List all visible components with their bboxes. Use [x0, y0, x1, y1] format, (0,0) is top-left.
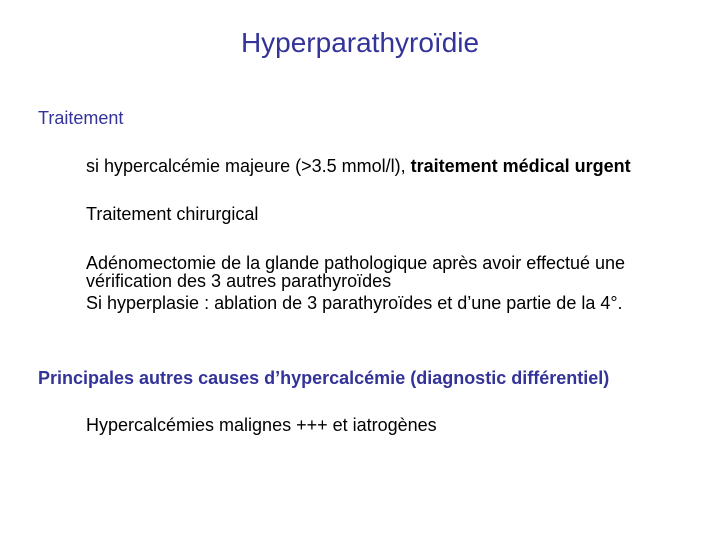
slide-title: Hyperparathyroïdie: [240, 27, 480, 58]
surgical-treatment-label: Traitement chirurgical: [86, 204, 259, 224]
section-heading-causes: Principales autres causes d’hypercalcémie (diagnostic différentiel): [38, 368, 610, 388]
surgery-line-3: Si hyperplasie : ablation de 3 parathyroïdes et d’une partie de la 4°.: [86, 293, 623, 313]
medical-treatment-emphasis: traitement médical urgent: [410, 156, 631, 176]
medical-treatment-line: [86, 157, 631, 175]
surgery-line-2: vérification des 3 autres parathyroïdes: [86, 271, 392, 291]
causes-item: Hypercalcémies malignes +++ et iatrogènes: [86, 415, 437, 435]
medical-treatment-prefix: si hypercalcémie majeure (>3.5 mmol/l),: [86, 156, 411, 176]
section-heading-traitement: Traitement: [38, 108, 124, 128]
surgery-description: [86, 254, 625, 312]
surgery-line-1: Adénomectomie de la glande pathologique après avoir effectué une: [86, 253, 626, 273]
